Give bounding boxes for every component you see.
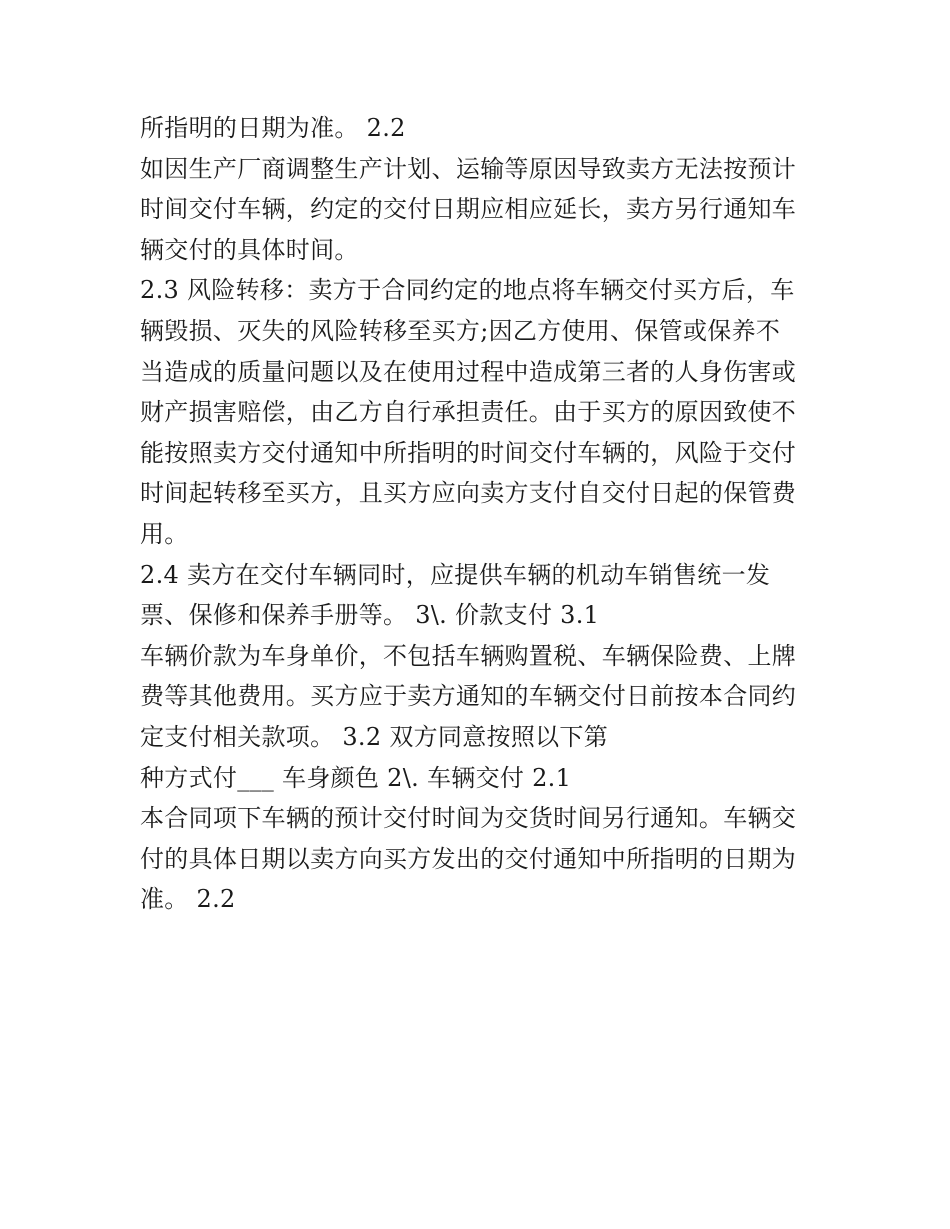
text-line: 当造成的质量问题以及在使用过程中造成第三者的人身伤害或 bbox=[140, 357, 797, 386]
text-line: 本合同项下车辆的预计交付时间为交货时间另行通知。车辆交 bbox=[140, 804, 797, 833]
text-line: 辆毁损、灭失的风险转移至买方;因乙方使用、保管或保养不 bbox=[140, 316, 781, 345]
text-line: 费等其他费用。买方应于卖方通知的车辆交付日前按本合同约 bbox=[140, 682, 797, 711]
text-line: 车辆价款为车身单价，不包括车辆购置税、车辆保险费、上牌 bbox=[140, 641, 797, 670]
text-line: 2.4 卖方在交付车辆同时，应提供车辆的机动车销售统一发 bbox=[140, 560, 771, 589]
text-line: 票、保修和保养手册等。 3\. 价款支付 3.1 bbox=[140, 601, 600, 630]
text-line: 财产损害赔偿，由乙方自行承担责任。由于买方的原因致使不 bbox=[140, 398, 797, 427]
text-line: 用。 bbox=[140, 519, 189, 548]
text-line: 所指明的日期为准。 2.2 bbox=[140, 114, 406, 142]
text-line: 定支付相关款项。 3.2 双方同意按照以下第 bbox=[140, 722, 609, 751]
text-line: 时间起转移至买方，且买方应向卖方支付自交付日起的保管费 bbox=[140, 479, 797, 508]
text-line: 如因生产厂商调整生产计划、运输等原因导致卖方无法按预计 bbox=[140, 154, 797, 183]
contract-text bbox=[140, 108, 830, 920]
text-line: 时间交付车辆，约定的交付日期应相应延长，卖方另行通知车 bbox=[140, 195, 797, 224]
text-line: 2.3 风险转移：卖方于合同约定的地点将车辆交付买方后，车 bbox=[140, 276, 795, 305]
text-line: 能按照卖方交付通知中所指明的时间交付车辆的，风险于交付 bbox=[140, 438, 797, 467]
text-line: 准。 2.2 bbox=[140, 885, 236, 914]
text-line: 种方式付___ 车身颜色 2\. 车辆交付 2.1 bbox=[140, 763, 572, 792]
text-line: 辆交付的具体时间。 bbox=[140, 235, 359, 264]
text-line: 付的具体日期以卖方向买方发出的交付通知中所指明的日期为 bbox=[140, 844, 797, 873]
